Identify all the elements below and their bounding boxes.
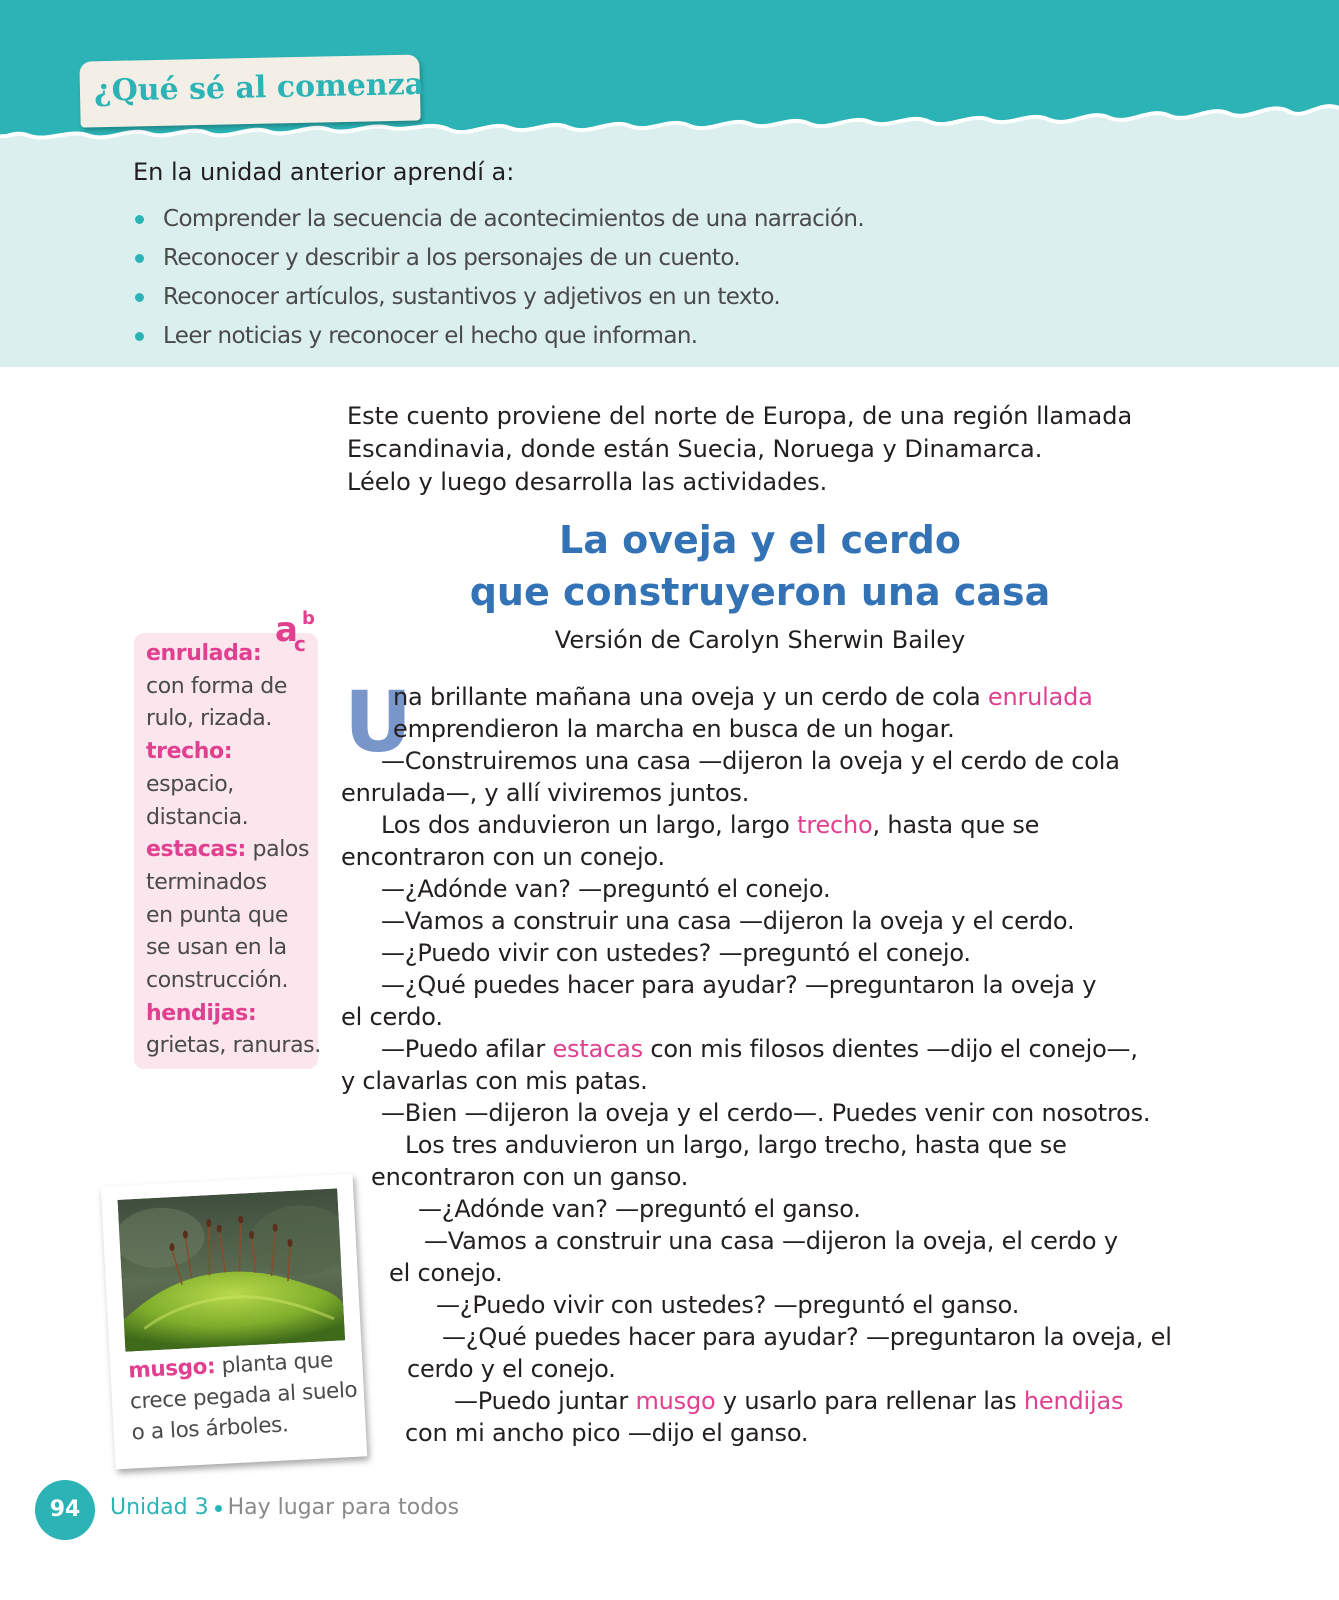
page-number: 94 xyxy=(35,1480,95,1540)
story-text-segment: —Vamos a construir una casa —dijeron la oveja, el cerdo y xyxy=(424,1227,1118,1255)
story-text-segment: el cerdo. xyxy=(341,1003,443,1031)
vocabulary-word: musgo xyxy=(635,1387,716,1415)
story-text-segment: , hasta que se xyxy=(872,811,1040,839)
glossary-line xyxy=(146,703,316,736)
glossary-line xyxy=(146,671,316,704)
story-text-segment: —Puedo juntar xyxy=(454,1387,636,1415)
glossary-line xyxy=(146,932,316,965)
story-line xyxy=(393,682,1093,712)
glossary-definition: con forma de xyxy=(146,673,287,699)
photo-caption xyxy=(128,1344,359,1449)
story-text-segment: —Construiremos una casa —dijeron la oveja y el cerdo de cola xyxy=(381,747,1120,775)
story-text-segment: encontraron con un conejo. xyxy=(341,843,665,871)
story-line xyxy=(442,1322,1172,1352)
glossary-definition: planta que xyxy=(214,1347,334,1380)
story-line xyxy=(381,810,1039,840)
glossary-line xyxy=(146,867,316,900)
story-text-segment: —Puedo afilar xyxy=(381,1035,553,1063)
story-line xyxy=(405,1130,1067,1160)
story-line xyxy=(407,1354,616,1384)
glossary-definition: espacio, xyxy=(146,771,234,797)
vocabulary-word: trecho xyxy=(797,811,873,839)
story-line xyxy=(381,1098,1150,1128)
glossary-definition: o a los árboles. xyxy=(131,1412,289,1446)
vocabulary-word: enrulada xyxy=(987,683,1093,711)
story-text-segment: cerdo y el conejo. xyxy=(407,1355,616,1383)
lead-paragraph: Este cuento proviene del norte de Europa, de una región llamada Escandinavia, donde están Suecia, Noruega y Dinamarca. Léelo y luego desarrolla las actividades. xyxy=(347,402,1133,496)
story-line xyxy=(381,906,1074,936)
story-text-segment: con mi ancho pico —dijo el ganso. xyxy=(405,1419,809,1447)
glossary-line xyxy=(146,965,316,998)
story-text-segment: Los tres anduvieron un largo, largo trecho, hasta que se xyxy=(405,1131,1067,1159)
prior-learning-heading: En la unidad anterior aprendí a: xyxy=(133,158,515,186)
glossary-definition: distancia. xyxy=(146,804,249,830)
svg-text:b: b xyxy=(302,608,315,629)
story-line xyxy=(424,1226,1118,1256)
story-text-segment: emprendieron la marcha en busca de un hogar. xyxy=(393,715,955,743)
story-line xyxy=(381,938,971,968)
vocabulary-word: hendijas xyxy=(1023,1387,1124,1415)
bullet-icon xyxy=(135,215,144,224)
footer-unit: Unidad 3 Hay lugar para todos xyxy=(110,1495,460,1520)
story-text-segment: —Bien —dijeron la oveja y el cerdo—. Puedes venir con nosotros. xyxy=(381,1099,1151,1127)
glossary-term: hendijas: xyxy=(146,1000,257,1026)
bullet-icon xyxy=(135,332,144,341)
glossary-definition: crece pegada al suelo xyxy=(129,1377,358,1415)
story-text-segment: —¿Qué puedes hacer para ayudar? —preguntaron la oveja y xyxy=(381,971,1097,999)
glossary-term: estacas: xyxy=(146,837,246,863)
glossary-line xyxy=(146,900,316,933)
bullet-icon xyxy=(215,1505,222,1512)
glossary-definition: grietas, ranuras. xyxy=(146,1033,321,1059)
story-byline: Versión de Carolyn Sherwin Bailey xyxy=(554,626,966,654)
story-line xyxy=(381,970,1096,1000)
glossary-line xyxy=(146,834,316,867)
glossary-line xyxy=(146,998,316,1031)
story-line xyxy=(341,1002,443,1032)
glossary-term: musgo: xyxy=(127,1354,216,1384)
glossary-line xyxy=(146,638,316,671)
glossary-line xyxy=(146,802,316,835)
bullet-icon xyxy=(135,254,144,263)
vocabulary-word: estacas xyxy=(552,1035,643,1063)
story-line xyxy=(436,1290,1019,1320)
list-item: Reconocer artículos, sustantivos y adjetivos en un texto. xyxy=(133,278,864,317)
section-title: ¿Qué sé al comenzar? xyxy=(93,66,458,109)
story-text-segment: Los dos anduvieron un largo, largo xyxy=(381,811,798,839)
story-text-segment: —¿Adónde van? —preguntó el ganso. xyxy=(418,1195,861,1223)
glossary-line xyxy=(146,769,316,802)
list-item: Reconocer y describir a los personajes de un cuento. xyxy=(133,239,864,278)
story-text-segment: el conejo. xyxy=(389,1259,503,1287)
glossary-term: enrulada: xyxy=(146,641,262,666)
story-text-segment: encontraron con un ganso. xyxy=(371,1163,689,1191)
story-line xyxy=(381,746,1120,776)
glossary-text xyxy=(146,638,321,1063)
story-line xyxy=(341,842,665,872)
story-text-segment: —Vamos a construir una casa —dijeron la oveja y el cerdo. xyxy=(381,907,1075,935)
story-line xyxy=(341,1066,648,1096)
story-line xyxy=(405,1418,808,1448)
story-text-segment: —¿Qué puedes hacer para ayudar? —preguntaron la oveja, el xyxy=(442,1323,1172,1351)
glossary-line xyxy=(146,1030,321,1063)
glossary-definition: terminados xyxy=(146,869,267,895)
story-text-segment: —¿Puedo vivir con ustedes? —preguntó el ganso. xyxy=(436,1291,1020,1319)
story-line xyxy=(371,1162,688,1192)
story-text-segment: enrulada—, y allí viviremos juntos. xyxy=(341,779,750,807)
story-line xyxy=(341,778,749,808)
story-title: La oveja y el cerdo que construyeron una casa xyxy=(469,518,1051,614)
svg-text:c: c xyxy=(294,632,306,656)
glossary-definition: construcción. xyxy=(146,968,289,994)
glossary-line xyxy=(146,736,316,769)
list-item: Leer noticias y reconocer el hecho que informan. xyxy=(133,317,864,356)
story-line xyxy=(381,1034,1138,1064)
story-text-segment: —¿Puedo vivir con ustedes? —preguntó el conejo. xyxy=(381,939,971,967)
story-line xyxy=(454,1386,1123,1416)
moss-photo xyxy=(117,1188,345,1351)
svg-text:a: a xyxy=(275,610,298,650)
story-text-segment: na brillante mañana una oveja y un cerdo de cola xyxy=(393,683,988,711)
prior-learning-list xyxy=(133,200,864,356)
bullet-icon xyxy=(135,293,144,302)
story-text-segment: y usarlo para rellenar las xyxy=(715,1387,1024,1415)
story-line xyxy=(381,874,830,904)
glossary-definition: rulo, rizada. xyxy=(146,706,272,732)
story-line xyxy=(389,1258,502,1288)
story-line xyxy=(393,714,955,744)
story-text-segment: —¿Adónde van? —preguntó el conejo. xyxy=(381,875,831,903)
glossary-term: trecho: xyxy=(146,739,233,765)
story-text-segment: y clavarlas con mis patas. xyxy=(341,1067,648,1095)
story-text-segment: con mis filosos dientes —dijo el conejo—, xyxy=(642,1035,1138,1063)
drop-cap: U xyxy=(344,673,413,771)
glossary-definition: palos xyxy=(245,837,310,863)
list-item: Comprender la secuencia de acontecimientos de una narración. xyxy=(133,200,864,239)
photo-card xyxy=(101,1174,367,1470)
glossary-definition: se usan en la xyxy=(146,935,287,961)
glossary-definition: en punta que xyxy=(146,902,289,928)
story-line xyxy=(418,1194,861,1224)
